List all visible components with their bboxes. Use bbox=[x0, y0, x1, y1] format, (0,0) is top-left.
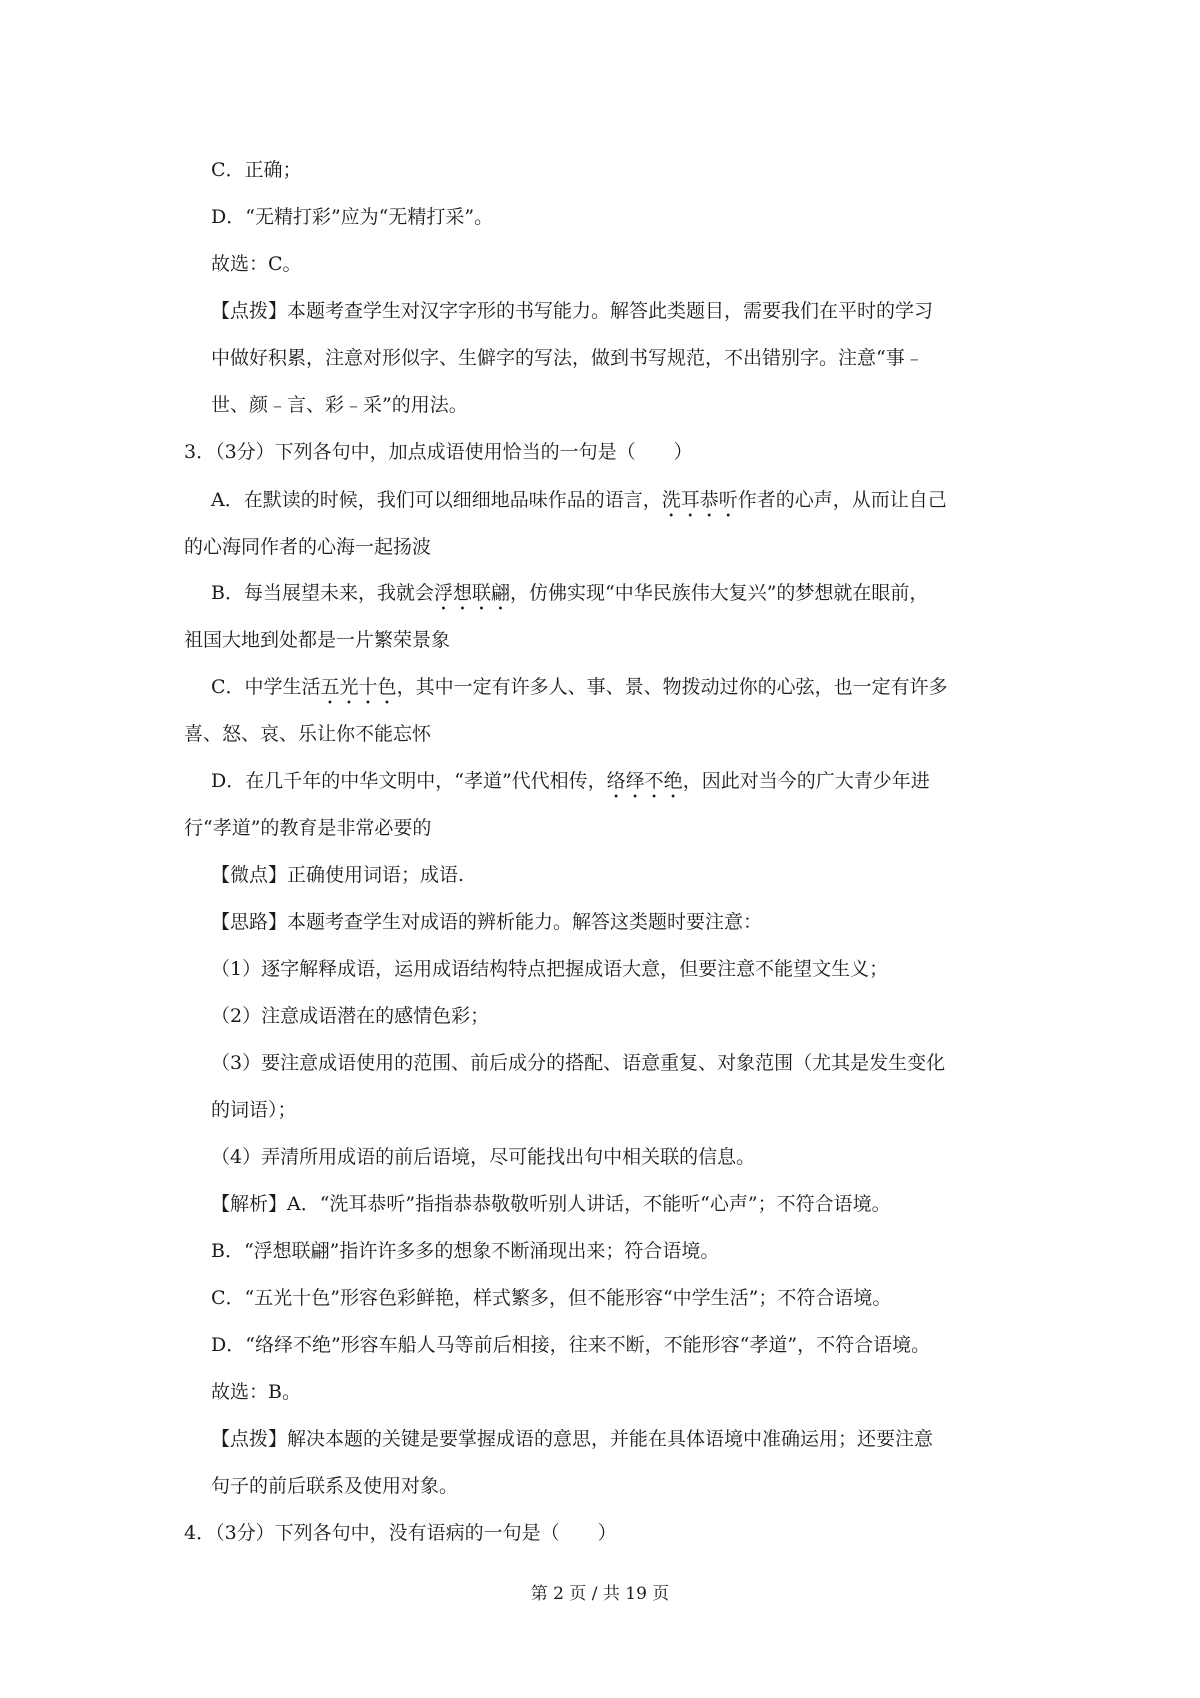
option-c-text-before: C．中学生活 bbox=[211, 676, 321, 698]
page-footer: 第 2 页 / 共 19 页 bbox=[530, 1584, 670, 1604]
question-3-option-a-line2: 的心海同作者的心海一起扬波 bbox=[184, 536, 432, 558]
question-3-option-c-line2: 喜、怒、哀、乐让你不能忘怀 bbox=[184, 723, 432, 745]
dianbo-q3-line1: 【点拨】解决本题的关键是要掌握成语的意思，并能在具体语境中准确运用；还要注意 bbox=[211, 1428, 934, 1450]
option-c-dotted-idiom: 五光十色 bbox=[320, 676, 397, 698]
question-4-stem: 4．（3分）下列各句中，没有语病的一句是（ ） bbox=[184, 1522, 617, 1544]
dianbo-q2-line3: 世、颜﹣言、彩﹣采”的用法。 bbox=[211, 394, 468, 416]
option-d-text-before: D．在几千年的中华文明中，“孝道”代代相传， bbox=[211, 770, 607, 792]
option-d-dotted-idiom: 络绎不绝 bbox=[606, 770, 683, 792]
option-a-text-before: A．在默读的时候，我们可以细细地品味作品的语言， bbox=[211, 489, 662, 511]
jiexi-c: C．“五光十色”形容色彩鲜艳，样式繁多，但不能形容“中学生活”；不符合语境。 bbox=[211, 1287, 892, 1309]
option-b-dotted-idiom: 浮想联翩 bbox=[433, 582, 510, 604]
option-d-previous: D．“无精打彩”应为“无精打采”。 bbox=[211, 206, 494, 228]
silu-line: 【思路】本题考查学生对成语的辨析能力。解答这类题时要注意： bbox=[211, 911, 763, 933]
option-d-text-after: ，因此对当今的广大青少年进 bbox=[682, 770, 930, 792]
question-3-option-c bbox=[211, 674, 948, 709]
silu-point-3-line2: 的词语）； bbox=[211, 1099, 297, 1121]
silu-point-3-line1: （3）要注意成语使用的范围、前后成分的搭配、语意重复、对象范围（尤其是发生变化 bbox=[211, 1052, 946, 1074]
dianbo-q2-line1: 【点拨】本题考查学生对汉字字形的书写能力。解答此类题目，需要我们在平时的学习 bbox=[211, 300, 934, 322]
jiexi-b: B．“浮想联翩”指许许多多的想象不断涌现出来；符合语境。 bbox=[211, 1240, 720, 1262]
silu-point-1: （1）逐字解释成语，运用成语结构特点把握成语大意，但要注意不能望文生义； bbox=[211, 958, 889, 980]
question-3-option-b-line2: 祖国大地到处都是一片繁荣景象 bbox=[184, 629, 451, 651]
question-3-option-a bbox=[211, 487, 947, 522]
silu-point-2: （2）注意成语潜在的感情色彩； bbox=[211, 1005, 490, 1027]
question-3-stem: 3．（3分）下列各句中，加点成语使用恰当的一句是（ ） bbox=[184, 441, 693, 463]
option-c-previous: C．正确； bbox=[211, 159, 302, 181]
dianbo-q2-line2: 中做好积累，注意对形似字、生僻字的写法，做到书写规范，不出错别字。注意“事﹣ bbox=[211, 347, 924, 369]
option-c-text-after: ，其中一定有许多人、事、景、物拨动过你的心弦，也一定有许多 bbox=[396, 676, 948, 698]
option-b-text-before: B．每当展望未来，我就会 bbox=[211, 582, 434, 604]
option-a-dotted-idiom: 洗耳恭听 bbox=[661, 489, 738, 511]
question-3-option-d-line2: 行“孝道”的教育是非常必要的 bbox=[184, 817, 432, 839]
jiexi-d: D．“络绎不绝”形容车船人马等前后相接，往来不断，不能形容“孝道”，不符合语境。 bbox=[211, 1334, 931, 1356]
answer-q3: 故选：B。 bbox=[211, 1381, 301, 1403]
answer-q2: 故选：C。 bbox=[211, 253, 302, 275]
option-a-text-after: 作者的心声，从而让自己 bbox=[737, 489, 947, 511]
jiexi-a: 【解析】A．“洗耳恭听”指指恭恭敬敬听别人讲话，不能听“心声”；不符合语境。 bbox=[211, 1193, 891, 1215]
question-3-option-d bbox=[211, 768, 930, 803]
option-b-text-after: ，仿佛实现“中华民族伟大复兴”的梦想就在眼前， bbox=[509, 582, 929, 604]
dianbo-q3-line2: 句子的前后联系及使用对象。 bbox=[211, 1475, 459, 1497]
question-3-option-b bbox=[211, 580, 928, 615]
weidian-line: 【微点】正确使用词语；成语. bbox=[211, 864, 465, 886]
silu-point-4: （4）弄清所用成语的前后语境，尽可能找出句中相关联的信息。 bbox=[211, 1146, 756, 1168]
